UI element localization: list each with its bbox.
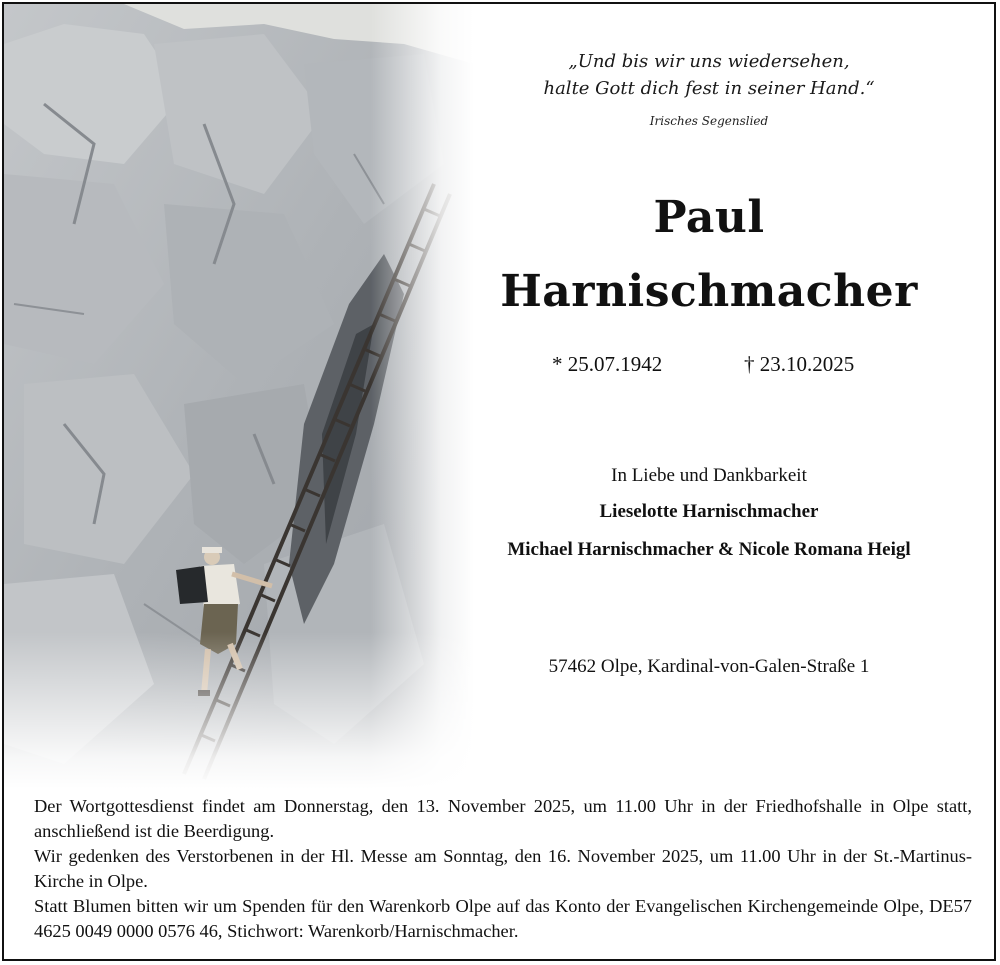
death-date: † 23.10.2025 bbox=[744, 352, 855, 376]
quote-line-2: halte Gott dich fest in seiner Hand.“ bbox=[543, 78, 875, 99]
notice-paragraph: Der Wortgottesdienst findet am Donnerstag, den 13. November 2025, um 11.00 Uhr in der Friedhofshalle in Olpe statt, anschließend ist die Beerdigung. bbox=[34, 796, 972, 841]
quote bbox=[474, 48, 944, 102]
mourner-name: Lieselotte Harnischmacher bbox=[599, 501, 819, 522]
obituary-card bbox=[2, 2, 996, 961]
birth-date: * 25.07.1942 bbox=[552, 352, 663, 376]
mourner-name: Michael Harnischmacher & Nicole Romana Heigl bbox=[507, 539, 911, 560]
deceased-last-name: Harnischmacher bbox=[500, 266, 918, 317]
mourners-intro: In Liebe und Dankbarkeit bbox=[611, 465, 807, 486]
notice-paragraph: Statt Blumen bitten wir um Spenden für den Warenkorb Olpe auf das Konto der Evangelischen Kirchengemeinde Olpe, DE57 4625 0049 0000 0576 46, Stichwort: Warenkorb/Harnischmacher. bbox=[34, 896, 972, 941]
service-notice bbox=[34, 794, 972, 944]
mourners-block bbox=[444, 464, 974, 576]
deceased-first-name: Paul bbox=[653, 192, 765, 243]
notice-paragraph: Wir gedenken des Verstorbenen in der Hl. Messe am Sonntag, den 16. November 2025, um 11.00 Uhr in der St.-Martinus-Kirche in Olpe. bbox=[34, 846, 972, 891]
photo-climber-on-ladder bbox=[4, 4, 474, 789]
quote-source: Irisches Segenslied bbox=[649, 114, 769, 128]
quote-line-1: „Und bis wir uns wiedersehen, bbox=[568, 51, 850, 72]
address: 57462 Olpe, Kardinal-von-Galen-Straße 1 bbox=[548, 656, 870, 677]
